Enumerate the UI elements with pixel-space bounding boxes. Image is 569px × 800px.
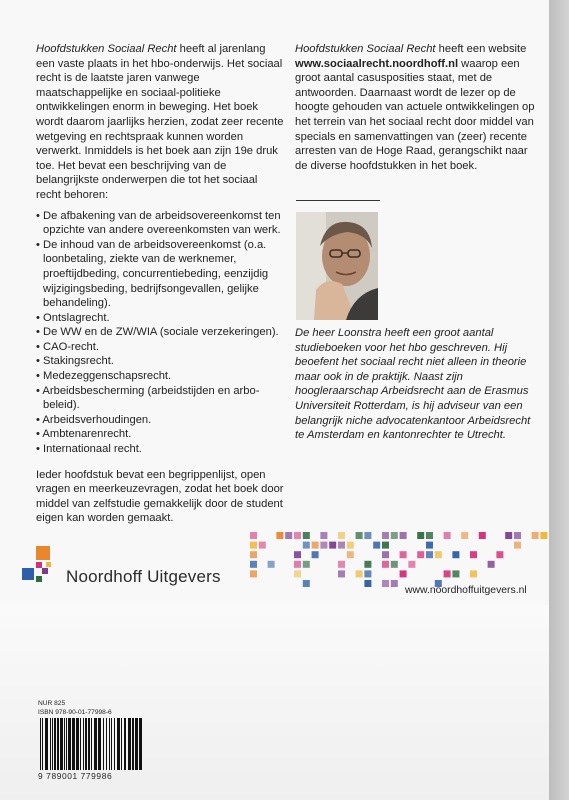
mosaic-tile: [391, 561, 398, 568]
barcode-bar: [94, 718, 97, 770]
mosaic-tile: [452, 570, 459, 577]
barcode-bar: [80, 718, 81, 770]
topic-item: • De afbakening van de arbeidsovereenkomst ten opzichte van andere overeenkomsten van werk.: [36, 209, 281, 237]
mosaic-tile: [514, 542, 521, 549]
topic-item: • Ambtenarenrecht.: [36, 428, 132, 441]
mosaic-tile: [312, 551, 319, 558]
topic-item: • De inhoud van de arbeidsovereenkomst (o.a. loonbetaling, ziekte van de werknemer, proeftijdbeding, concurrentiebeding, eenzijdig wijzigingsbeding, bedrijfsongevallen, gelijke behandeling).: [36, 238, 269, 310]
topic-item: • De WW en de ZW/WIA (sociale verzekeringen).: [36, 326, 279, 339]
topic-item: • Internationaal recht.: [36, 443, 142, 456]
book-spine-edge: [549, 0, 569, 800]
mosaic-tile: [496, 551, 503, 558]
mosaic-tile: [382, 561, 389, 568]
description-column: [36, 42, 284, 532]
mosaic-tile: [444, 570, 451, 577]
mosaic-tile: [285, 532, 292, 539]
mosaic-tile: [294, 551, 301, 558]
mosaic-tile: [364, 561, 371, 568]
mosaic-tile: [408, 561, 415, 568]
mosaic-tile: [505, 532, 512, 539]
barcode-bar: [64, 718, 65, 770]
noordhoff-logo-icon: [22, 546, 62, 586]
barcode-bar: [128, 718, 131, 770]
barcode-bar: [85, 718, 87, 770]
mosaic-tile: [540, 532, 547, 539]
mosaic-tile: [338, 542, 345, 549]
barcode-digits: 9 789001 779986: [38, 771, 113, 781]
barcode-bar: [60, 718, 63, 770]
mosaic-tile: [382, 580, 389, 587]
barcode-bar: [106, 718, 107, 770]
mosaic-tile: [250, 570, 257, 577]
topic-item: • Arbeidsbescherming (arbeidstijden en arbo-beleid).: [36, 384, 260, 412]
barcode-bar: [98, 718, 101, 770]
mosaic-tile: [250, 561, 257, 568]
barcode-bar: [111, 718, 112, 770]
topic-item: • Arbeidsverhoudingen.: [36, 413, 152, 426]
barcode-bar: [139, 718, 142, 770]
mosaic-tile: [470, 551, 477, 558]
author-portrait-icon: [296, 212, 378, 320]
mosaic-tile: [303, 542, 310, 549]
barcode-bar: [68, 718, 71, 770]
mosaic-tile: [479, 532, 486, 539]
barcode-bar: [83, 718, 84, 770]
mosaic-tile: [320, 532, 327, 539]
website-column: [295, 42, 535, 173]
website-text-1: heeft een website: [435, 43, 527, 55]
barcode: [38, 718, 144, 772]
barcode-bar: [114, 718, 115, 770]
barcode-bar: [57, 718, 59, 770]
mosaic-tile: [294, 532, 301, 539]
publisher-url[interactable]: www.noordhoffuitgevers.nl: [405, 585, 527, 596]
mosaic-tile: [373, 542, 380, 549]
mosaic-tile: [426, 551, 433, 558]
mosaic-tile: [329, 542, 336, 549]
mosaic-tile: [364, 532, 371, 539]
mosaic-tile: [250, 542, 257, 549]
barcode-bar: [91, 718, 92, 770]
book-title: Hoofdstukken Sociaal Recht: [36, 43, 177, 55]
mosaic-tile: [391, 580, 398, 587]
mosaic-tile: [417, 532, 424, 539]
mosaic-tile: [382, 551, 389, 558]
mosaic-tile: [382, 532, 389, 539]
mosaic-tile: [444, 532, 451, 539]
barcode-bar: [135, 718, 138, 770]
mosaic-tile: [338, 561, 345, 568]
mosaic-tile: [400, 570, 407, 577]
mosaic-tile: [461, 532, 468, 539]
barcode-bar: [103, 718, 104, 770]
mosaic-tile: [294, 561, 301, 568]
website-paragraph: [295, 42, 535, 173]
mosaic-tile: [364, 580, 371, 587]
mosaic-tile: [382, 542, 389, 549]
barcode-bar: [109, 718, 110, 770]
mosaic-tile: [250, 551, 257, 558]
barcode-bar: [66, 718, 67, 770]
website-url: www.sociaalrecht.noordhoff.nl: [295, 57, 459, 70]
mosaic-tile: [320, 542, 327, 549]
mosaic-tile: [426, 532, 433, 539]
mosaic-tile: [532, 532, 539, 539]
barcode-bar: [54, 718, 56, 770]
publisher-name: Noordhoff Uitgevers: [66, 567, 221, 586]
barcode-bar: [76, 718, 79, 770]
mosaic-tile: [250, 532, 257, 539]
topic-item: • Stakingsrecht.: [36, 355, 114, 368]
barcode-bar: [45, 718, 48, 770]
barcode-bar: [72, 718, 75, 770]
website-book-title: Hoofdstukken Sociaal Recht: [295, 43, 436, 55]
mosaic-tile: [452, 551, 459, 558]
barcode-bar: [52, 718, 53, 770]
barcode-bar: [42, 718, 43, 770]
mosaic-tile: [276, 532, 283, 539]
mosaic-tile: [347, 542, 354, 549]
mosaic-tile: [400, 532, 407, 539]
divider: [296, 200, 380, 201]
topic-item: • Medezeggenschapsrecht.: [36, 370, 172, 383]
barcode-bar: [121, 718, 122, 770]
mosaic-tile: [356, 570, 363, 577]
topic-item: • CAO-recht.: [36, 340, 99, 353]
mosaic-tile: [294, 570, 301, 577]
intro-paragraph: [36, 42, 284, 203]
barcode-bar: [88, 718, 90, 770]
mosaic-tile: [303, 532, 310, 539]
closing-paragraph: Ieder hoofdstuk bevat een begrippenlijst, open vragen en meerkeuzevragen, zodat het boek door middel van zelfstudie gemakkelijk door de student eigen kan worden gemaakt.: [36, 468, 284, 525]
mosaic-tile: [268, 561, 275, 568]
topic-list: [36, 209, 284, 457]
mosaic-tile: [514, 532, 521, 539]
mosaic-tile: [435, 551, 442, 558]
mosaic-tile: [364, 570, 371, 577]
mosaic-tile: [391, 532, 398, 539]
mosaic-tile: [426, 542, 433, 549]
author-photo: [296, 212, 378, 320]
barcode-bar: [40, 718, 41, 770]
nur-code: NUR 825: [38, 700, 66, 707]
mosaic-tile: [400, 551, 407, 558]
author-bio: De heer Loonstra heeft een groot aantal studieboeken voor het hbo geschreven. Hij beoefent het sociaal recht niet alleen in theorie maar ook in de praktijk. Naast zijn hoogleraarschap Arbeidsrecht aan de Erasmus Universiteit Rotterdam, is hij adviseur van een belangrijk niche advocatenkantoor Arbeidsrecht te Amsterdam en kantonrechter te Utrecht.: [295, 327, 531, 442]
mosaic-tile: [470, 570, 477, 577]
topic-item: • Ontslagrecht.: [36, 311, 110, 324]
mosaic-tile: [259, 542, 266, 549]
mosaic-tile: [338, 532, 345, 539]
isbn-code: ISBN 978-90-01-77998-6: [38, 709, 112, 716]
mosaic-tile: [338, 570, 345, 577]
barcode-bar: [117, 718, 120, 770]
website-text-2: waarop een groot aantal casusposities staat, met de antwoorden. Daarnaast wordt de lezer op de hoogte gehouden van actuele ontwikkelingen op het terrein van het sociaal recht door middel van specials en samenvattingen van (zeer) recente arresten van de Hoge Raad, gerangschikt naar de diverse hoofdstukken in het boek.: [295, 57, 535, 172]
barcode-bar: [132, 718, 134, 770]
barcode-bar: [50, 718, 51, 770]
mosaic-tile: [303, 561, 310, 568]
mosaic-tile: [417, 551, 424, 558]
barcode-bar: [124, 718, 126, 770]
mosaic-tile: [312, 542, 319, 549]
mosaic-tile: [347, 551, 354, 558]
intro-text: heeft al jarenlang een vaste plaats in het hbo-onderwijs. Het sociaal recht is de laatste jaren vanwege maatschappelijke en sociaal-politieke ontwikkelingen enorm in beweging. Het boek wordt daarom jaarlijks herzien, zodat zeer recente wetgeving en rechtspraak kunnen worden verwerkt. Inmiddels is het boek aan zijn 19e druk toe. Het bevat een beschrijving van de belangrijkste onderwerpen die tot het sociaal recht behoren:: [36, 43, 284, 201]
mosaic-tile: [303, 580, 310, 587]
mosaic-tile: [488, 561, 495, 568]
mosaic-tile: [356, 532, 363, 539]
